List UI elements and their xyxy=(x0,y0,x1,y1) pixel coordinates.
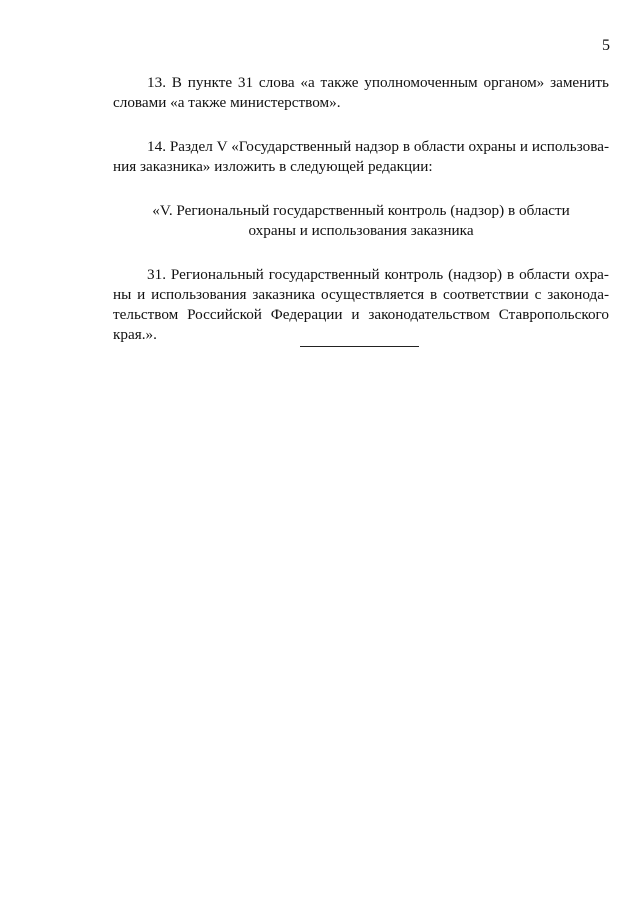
paragraph-spacing xyxy=(113,177,609,201)
paragraph-item-14 xyxy=(113,137,609,177)
paragraph-item-14-line-2: ния заказника» изложить в следующей редакции: xyxy=(113,158,433,175)
paragraph-item-31-line-1: 31. Региональный государственный контроль (надзор) в области охра- xyxy=(147,266,609,283)
end-separator-line xyxy=(300,346,419,347)
section-heading-line-1: «V. Региональный государственный контроль (надзор) в области xyxy=(152,202,570,219)
document-body xyxy=(113,73,609,345)
paragraph-spacing xyxy=(113,241,609,265)
page-number: 5 xyxy=(602,37,610,54)
paragraph-item-13-line-1: 13. В пункте 31 слова «а также уполномоченным органом» заменить xyxy=(147,74,609,91)
paragraph-item-31 xyxy=(113,265,609,345)
paragraph-item-14-line-1: 14. Раздел V «Государственный надзор в области охраны и использова- xyxy=(147,138,609,155)
section-heading-line-2: охраны и использования заказника xyxy=(248,222,474,239)
paragraph-spacing xyxy=(113,113,609,137)
paragraph-item-31-line-3: тельством Российской Федерации и законодательством Ставропольского xyxy=(113,306,609,323)
paragraph-item-31-line-2: ны и использования заказника осуществляется в соответствии с законода- xyxy=(113,286,609,303)
paragraph-item-13-line-2: словами «а также министерством». xyxy=(113,94,341,111)
paragraph-item-13 xyxy=(113,73,609,113)
section-heading xyxy=(113,201,609,241)
paragraph-item-31-line-4: края.». xyxy=(113,326,157,343)
